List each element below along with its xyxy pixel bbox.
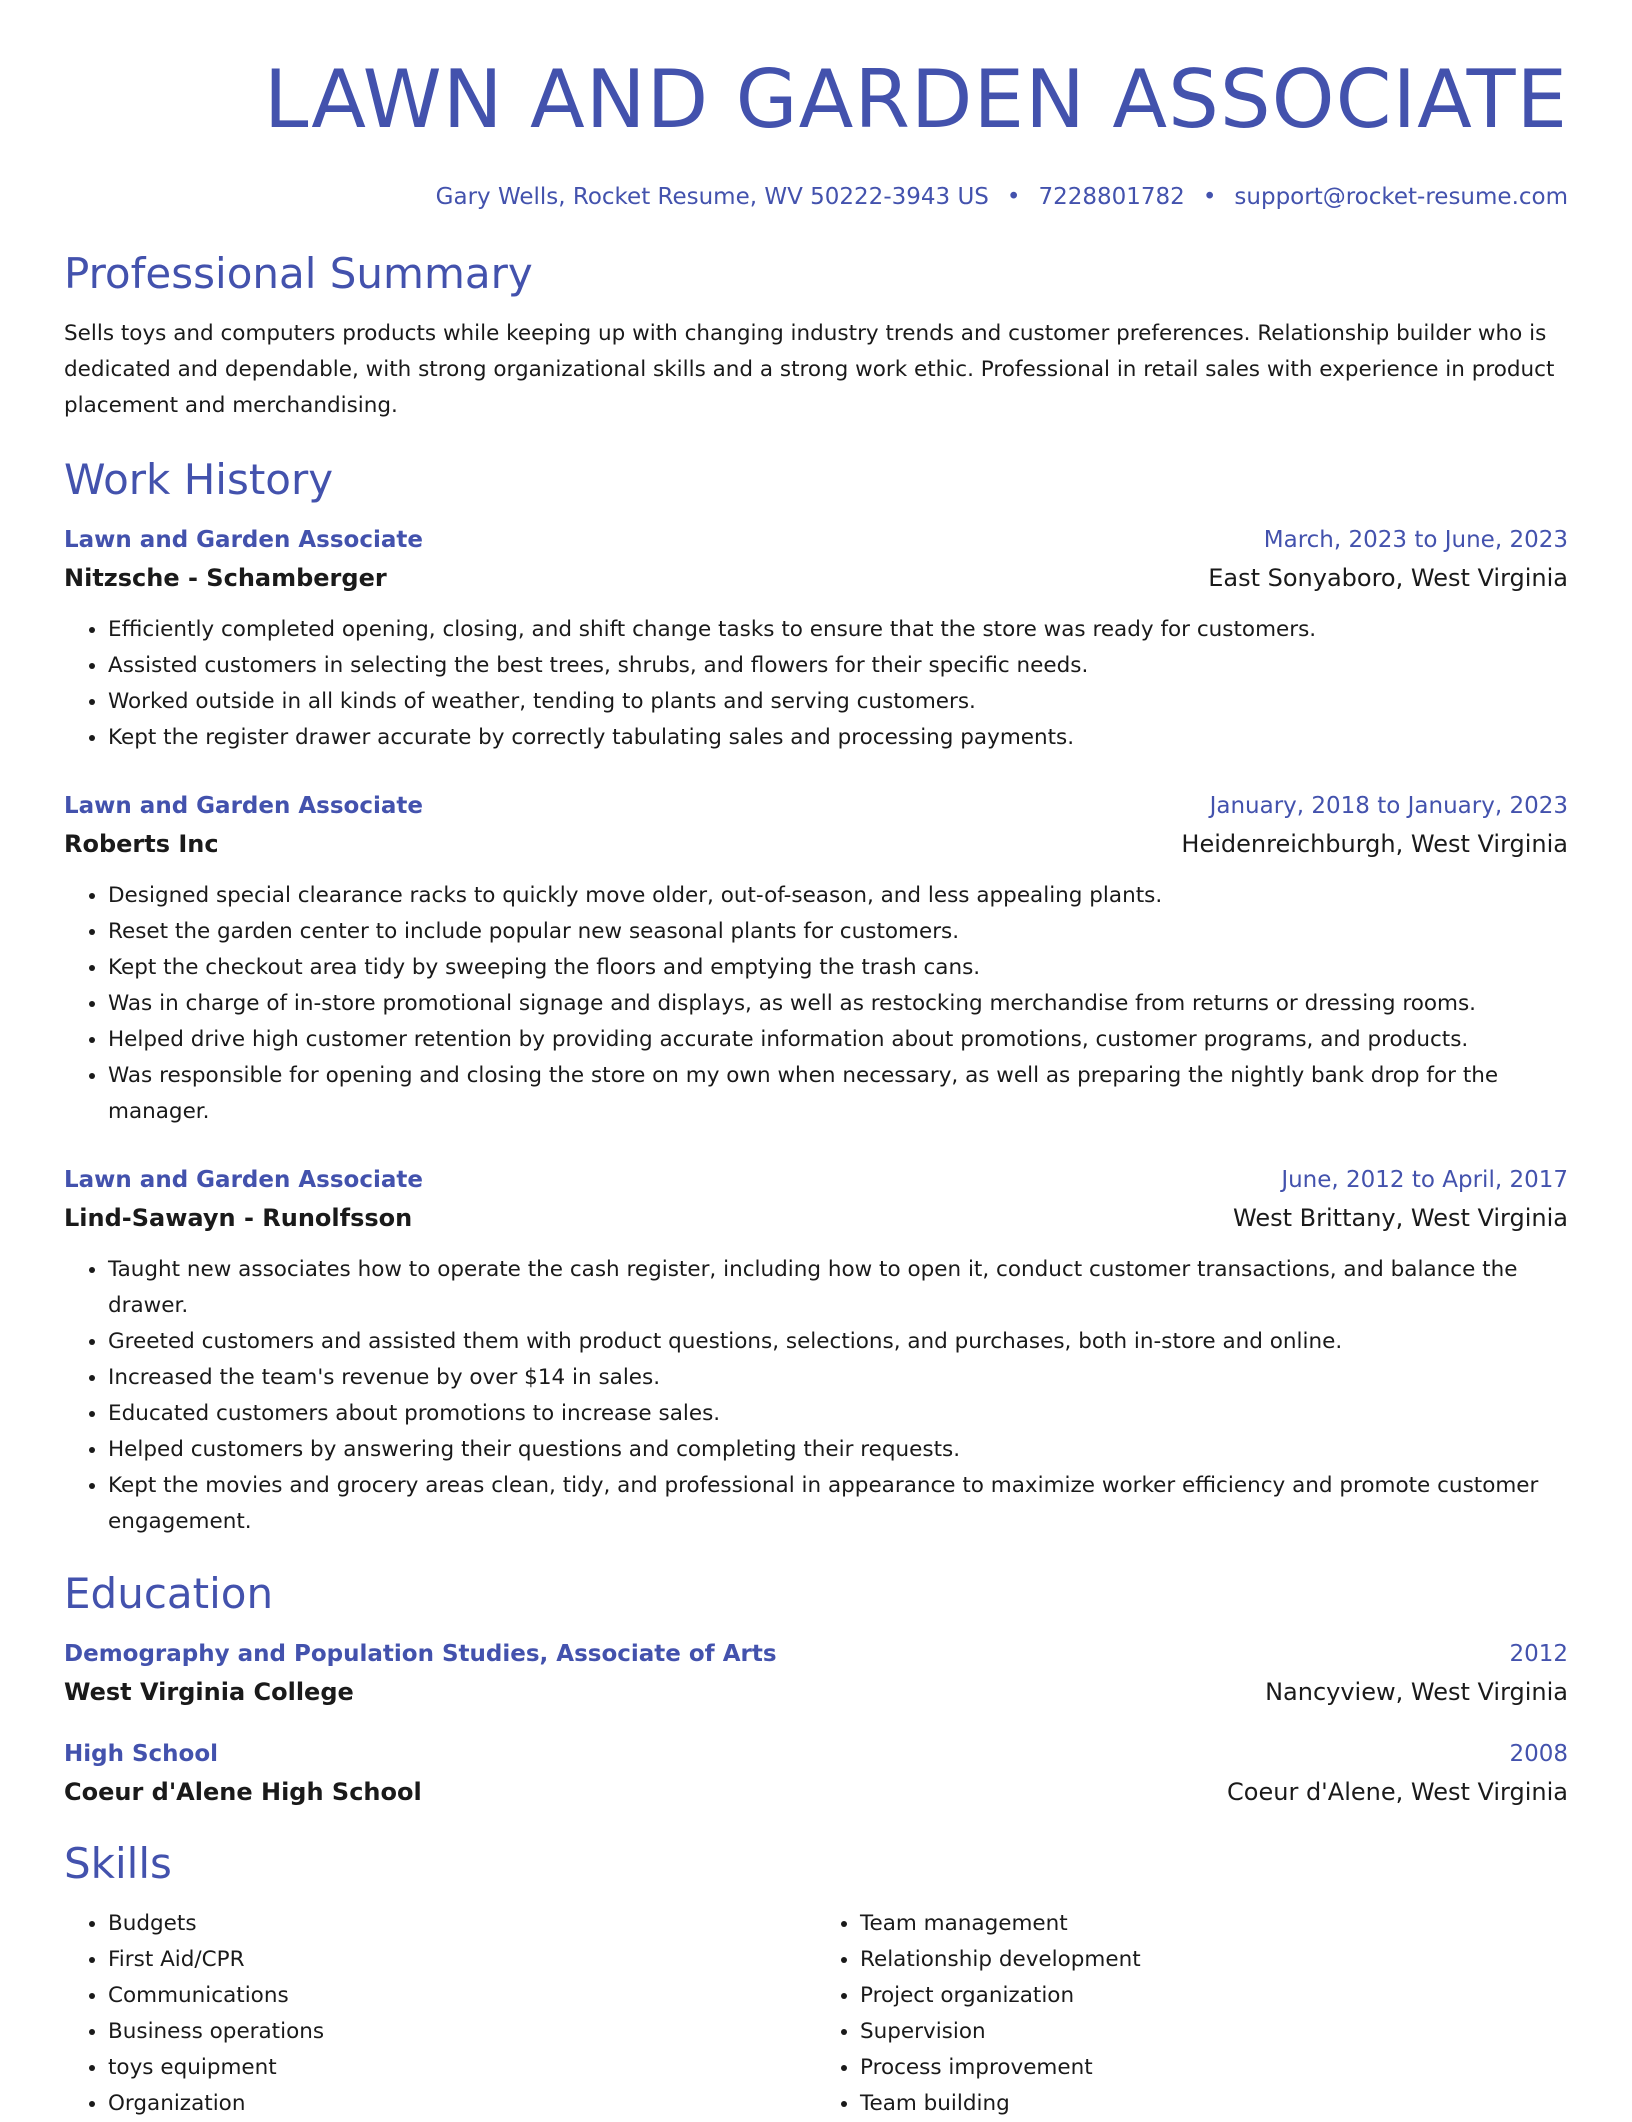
job-company: Lind-Sawayn - Runolfsson	[64, 1204, 413, 1232]
list-item: • Increased the team's revenue by over $14 in sales.	[108, 1360, 1568, 1396]
contact-phone: 7228801782	[1038, 184, 1185, 210]
list-item: • Was responsible for opening and closing the store on my own when necessary, as well as preparing the nightly bank drop for the manager.	[108, 1058, 1568, 1130]
skill-item: • Team building	[860, 2086, 1568, 2122]
skill-item: • Organization	[108, 2086, 816, 2122]
list-item: • Worked outside in all kinds of weather, tending to plants and serving customers.	[108, 684, 1568, 720]
summary-text: Sells toys and computers products while keeping up with changing industry trends and customer preferences. Relationship builder who is dedicated and dependable, with strong organizational skills and a strong work ethic. Professional in retail sales with experience in product placement and merchandising.	[64, 321, 1555, 418]
education-heading: Education	[64, 1569, 274, 1618]
job-entry	[64, 1164, 1568, 1540]
education-location: Coeur d'Alene, West Virginia	[1227, 1778, 1568, 1806]
skill-item: • Budgets	[108, 1906, 816, 1942]
skill-item: • Supervision	[860, 2014, 1568, 2050]
list-item: • Reset the garden center to include popular new seasonal plants for customers.	[108, 914, 1568, 950]
skills-heading: Skills	[64, 1839, 172, 1888]
list-item: • Greeted customers and assisted them with product questions, selections, and purchases, both in-store and online.	[108, 1324, 1568, 1360]
list-item: • Kept the movies and grocery areas clean, tidy, and professional in appearance to maximize worker efficiency and promote customer engagement.	[108, 1468, 1568, 1540]
skill-item: • Team management	[860, 1906, 1568, 1942]
skills-column-right	[816, 1906, 1568, 2122]
list-item: • Assisted customers in selecting the best trees, shrubs, and flowers for their specific needs.	[108, 648, 1568, 684]
education-location: Nancyview, West Virginia	[1265, 1678, 1568, 1706]
list-item: • Was in charge of in-store promotional signage and displays, as well as restocking merchandise from returns or dressing rooms.	[108, 986, 1568, 1022]
contact-line	[64, 182, 1568, 212]
skill-item: • Project organization	[860, 1978, 1568, 2014]
job-location: Heidenreichburgh, West Virginia	[1181, 830, 1568, 858]
contact-separator: •	[1202, 184, 1217, 210]
job-bullets	[64, 1252, 1568, 1540]
education-school: West Virginia College	[64, 1678, 354, 1706]
skill-item: • Communications	[108, 1978, 816, 2014]
job-location: West Brittany, West Virginia	[1233, 1204, 1568, 1232]
summary-heading: Professional Summary	[64, 249, 533, 298]
education-degree: High School	[64, 1741, 219, 1767]
skills-column-left	[64, 1906, 816, 2122]
list-item: • Designed special clearance racks to quickly move older, out-of-season, and less appealing plants.	[108, 878, 1568, 914]
contact-address: Gary Wells, Rocket Resume, WV 50222-3943 US	[435, 184, 989, 210]
skill-item: • Relationship development	[860, 1942, 1568, 1978]
resume-header	[64, 52, 1568, 212]
job-location: East Sonyaboro, West Virginia	[1208, 564, 1568, 592]
list-item: • Helped drive high customer retention by providing accurate information about promotions, customer programs, and products.	[108, 1022, 1568, 1058]
skills-list	[64, 1906, 1568, 2122]
education-entry	[64, 1738, 1568, 1808]
job-dates: March, 2023 to June, 2023	[1263, 527, 1568, 553]
skill-item: • First Aid/CPR	[108, 1942, 816, 1978]
page-title: LAWN AND GARDEN ASSOCIATE	[263, 53, 1568, 146]
work-history-heading: Work History	[64, 455, 334, 504]
job-title: Lawn and Garden Associate	[64, 1167, 423, 1193]
job-entry	[64, 524, 1568, 756]
skill-item: • Process improvement	[860, 2050, 1568, 2086]
job-title: Lawn and Garden Associate	[64, 793, 423, 819]
list-item: • Kept the register drawer accurate by correctly tabulating sales and processing payments.	[108, 720, 1568, 756]
job-company: Nitzsche - Schamberger	[64, 564, 387, 592]
contact-separator: •	[1006, 184, 1021, 210]
job-dates: June, 2012 to April, 2017	[1281, 1167, 1568, 1193]
list-item: • Taught new associates how to operate the cash register, including how to open it, conduct customer transactions, and balance the drawer.	[108, 1252, 1568, 1324]
job-entry	[64, 790, 1568, 1130]
skill-item: • toys equipment	[108, 2050, 816, 2086]
list-item: • Efficiently completed opening, closing, and shift change tasks to ensure that the store was ready for customers.	[108, 612, 1568, 648]
job-bullets	[64, 612, 1568, 756]
education-degree: Demography and Population Studies, Associate of Arts	[64, 1641, 777, 1667]
education-year: 2008	[1509, 1741, 1568, 1767]
contact-email[interactable]: support@rocket-resume.com	[1234, 184, 1568, 210]
job-bullets	[64, 878, 1568, 1130]
list-item: • Helped customers by answering their questions and completing their requests.	[108, 1432, 1568, 1468]
skill-item: • Business operations	[108, 2014, 816, 2050]
job-dates: January, 2018 to January, 2023	[1209, 793, 1568, 819]
education-entry	[64, 1638, 1568, 1708]
job-company: Roberts Inc	[64, 830, 219, 858]
education-year: 2012	[1509, 1641, 1568, 1667]
list-item: • Kept the checkout area tidy by sweeping the floors and emptying the trash cans.	[108, 950, 1568, 986]
list-item: • Educated customers about promotions to increase sales.	[108, 1396, 1568, 1432]
job-title: Lawn and Garden Associate	[64, 527, 423, 553]
education-school: Coeur d'Alene High School	[64, 1778, 422, 1806]
